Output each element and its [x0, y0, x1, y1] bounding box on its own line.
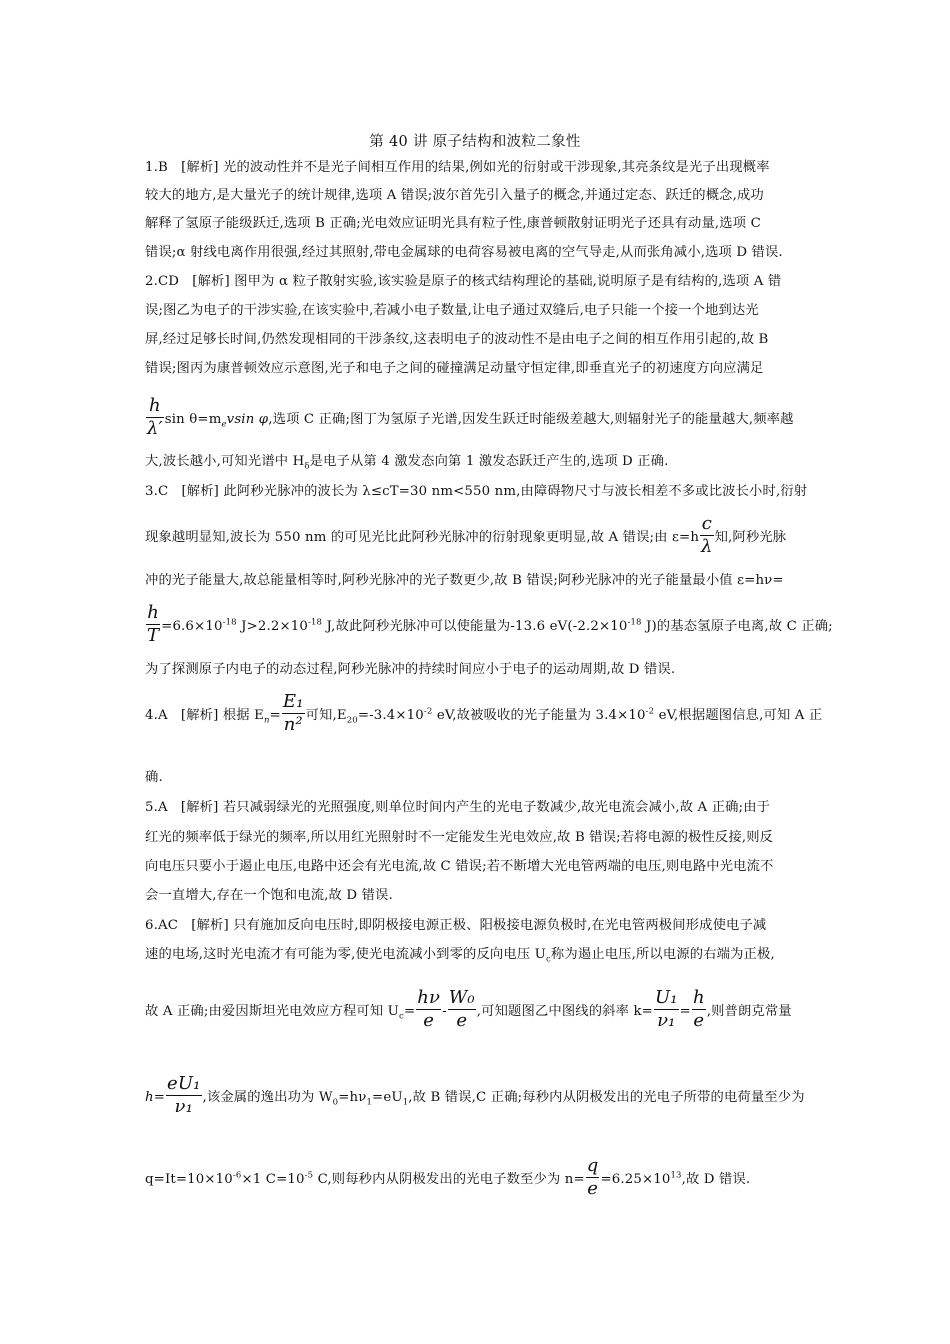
answer-6-line-3: 故 A 正确;由爱因斯坦光电效应方程可知 $U_c=$ $\frac{h\nu}{e}$ - $\frac{\text{W₀}}{e}$ ,可知题图乙中图线的斜率 k= $\frac{\text{U₁}}{\text{ν₁}}$ = $\frac{h}{e}$ ,则普朗克常量	[145, 987, 792, 1031]
answer-label: 4.A	[145, 708, 168, 723]
answer-5-line-4: 会一直增大,存在一个饱和电流,故 D 错误.	[145, 888, 393, 903]
answer-4-line-2: 确.	[145, 770, 163, 785]
fraction-U1-over-v1: $\frac{\text{U₁}}{\text{ν₁}}$	[654, 987, 678, 1031]
answer-label: 2.CD	[145, 274, 180, 289]
answer-5-line-2: 红光的频率低于绿光的频率,所以用红光照射时不一定能发生光电效应,故 B 错误;若将电源的极性反接,则反	[145, 830, 774, 845]
answer-label: 3.C	[145, 484, 169, 499]
answer-3-line-2: 现象越明显知,波长为 550 nm 的可见光比此阿秒光脉冲的衍射现象更明显,故 A 错误;由 ε=h $\frac{c}{\lambda}$ 知,阿秒光脉	[145, 513, 787, 557]
fraction-eU1-over-v1: $\frac{\text{eU₁}}{\text{ν₁}}$	[167, 1073, 201, 1117]
answer-3-line-4: $\frac{h}{T}$ $=6.6\times 10^{-18}$ $J>2.2\times 10^{-18}$ J,故此阿秒光脉冲可以使能量为-13.6 $eV(-2.2\times 10^{-18}$ J)的基态氢原子电离,故 C 正确;	[147, 602, 833, 646]
fraction-h-over-T: $\frac{h}{T}$	[147, 602, 160, 646]
answer-3-line-5: 为了探测原子内电子的动态过程,阿秒光脉冲的持续时间应小于电子的运动周期,故 D 错误.	[145, 662, 676, 677]
answer-5-line-3: 向电压只要小于遏止电压,电路中还会有光电流,故 C 错误;若不断增大光电管两端的电压,则电路中光电流不	[145, 859, 774, 874]
fraction-h-over-lambda-prime: $\frac{h}{\lambda'}$	[147, 395, 163, 439]
answer-6-line-2: 速的电场,这时光电流才有可能为零,使光电流减小到零的反向电压 $U_c$称为遏止电压,所以电源的右端为正极,	[145, 947, 775, 965]
answer-2-line-3: 屏,经过足够长时间,仍然发现相同的干涉条纹,这表明电子的波动性不是由电子之间的相互作用引起的,故 B	[145, 332, 769, 347]
answer-label: 5.A	[145, 800, 168, 815]
answer-2-line-2: 误;图乙为电子的干涉实验,在该实验中,若减小电子数量,让电子通过双缝后,电子只能一个接一个地到达光	[145, 303, 759, 318]
analysis-tag: [解析]	[192, 274, 230, 289]
analysis-tag: [解析]	[180, 708, 219, 723]
answer-2-line-4: 错误;图丙为康普顿效应示意图,光子和电子之间的碰撞满足动量守恒定律,即垂直光子的初速度方向应满足	[145, 361, 764, 376]
answer-label: 1.B	[145, 160, 168, 175]
answer-2-line-1: 2.CD [解析] 图甲为 α 粒子散射实验,该实验是原子的核式结构理论的基础,说明原子是有结构的,选项 A 错	[145, 274, 782, 289]
answer-2-line-6: 大,波长越小,可知光谱中 $H_\delta$是电子从第 4 激发态向第 1 激发态跃迁产生的,选项 D 正确.	[145, 454, 669, 472]
answer-label: 6.AC	[145, 918, 179, 933]
answer-3-line-1: 3.C [解析] 此阿秒光脉冲的波长为 λ≤cT=30 nm<550 nm,由障碍物尺寸与波长相差不多或比波长小时,衍射	[145, 484, 808, 499]
answer-6-line-5: $q=It=10\times 10^{-6}\times 1$ $C=10^{-5}$ C,则每秒内从阴极发出的光电子数至少为 n= $\frac{q}{e}$ $=6.25\times 10^{13}$,故 D 错误.	[145, 1155, 751, 1199]
analysis-tag: [解析]	[191, 918, 229, 933]
answer-5-line-1: 5.A [解析] 若只减弱绿光的光照强度,则单位时间内产生的光电子数减少,故光电流会减小,故 A 正确;由于	[145, 800, 771, 815]
answer-4-line-1: 4.A [解析] 根据 $E_n=$ $\frac{\text{E₁}}{\text{n²}}$ 可知$,E_{20}=-3.4\times 10^{-2}$ eV,故被吸收的光子能量为 $3.4\times 10^{-2}$ eV,根据题图信息,可知 A 正	[145, 691, 823, 735]
answer-1-line-4: 错误;α 射线电离作用很强,经过其照射,带电金属球的电荷容易被电离的空气导走,从而张角减小,选项 D 错误.	[145, 245, 783, 260]
analysis-tag: [解析]	[181, 160, 219, 175]
fraction-h-over-e: $\frac{h}{e}$	[692, 987, 705, 1031]
answer-1-line-3: 解释了氢原子能级跃迁,选项 B 正确;光电效应证明光具有粒子性,康普顿散射证明光子还具有动量,选项 C	[145, 216, 761, 231]
answer-3-line-3: 冲的光子能量大,故总能量相等时,阿秒光脉冲的光子数更少,故 B 错误;阿秒光脉冲的光子能量最小值 ε=hν=	[145, 573, 784, 588]
fraction-W0-over-e: $\frac{\text{W₀}}{e}$	[448, 987, 475, 1031]
answer-1-line-2: 较大的地方,是大量光子的统计规律,选项 A 错误;波尔首先引入量子的概念,并通过定态、跃迁的概念,成功	[145, 188, 764, 203]
fraction-E1-over-n2: $\frac{\text{E₁}}{\text{n²}}$	[282, 691, 304, 735]
fraction-c-over-lambda: $\frac{c}{\lambda}$	[701, 513, 713, 557]
answer-1-line-1: 1.B [解析] 光的波动性并不是光子间相互作用的结果,例如光的衍射或干涉现象,其亮条纹是光子出现概率	[145, 160, 770, 175]
page-title: 第 40 讲 原子结构和波粒二象性	[369, 134, 581, 150]
fraction-q-over-e: $\frac{q}{e}$	[586, 1155, 599, 1199]
answer-2-line-5: $\frac{h}{\lambda'}$ $\sin \theta=m_evsin$ φ,选项 C 正确;图丁为氢原子光谱,因发生跃迁时能级差越大,则辐射光子的能量越大,频率越	[147, 395, 794, 439]
answer-6-line-1: 6.AC [解析] 只有施加反向电压时,即阴极接电源正极、阳极接电源负极时,在光电管两极间形成使电子减	[145, 918, 767, 933]
analysis-tag: [解析]	[181, 484, 220, 499]
analysis-tag: [解析]	[180, 800, 219, 815]
answer-6-line-4: h= $\frac{\text{eU₁}}{\text{ν₁}}$ ,该金属的逸出功为 $W_0=h\nu_1=eU_1$,故 B 错误,C 正确;每秒内从阴极发出的光电子所带的电荷量至少为	[145, 1073, 805, 1117]
fraction-hv-over-e: $\frac{h\nu}{e}$	[417, 987, 441, 1031]
